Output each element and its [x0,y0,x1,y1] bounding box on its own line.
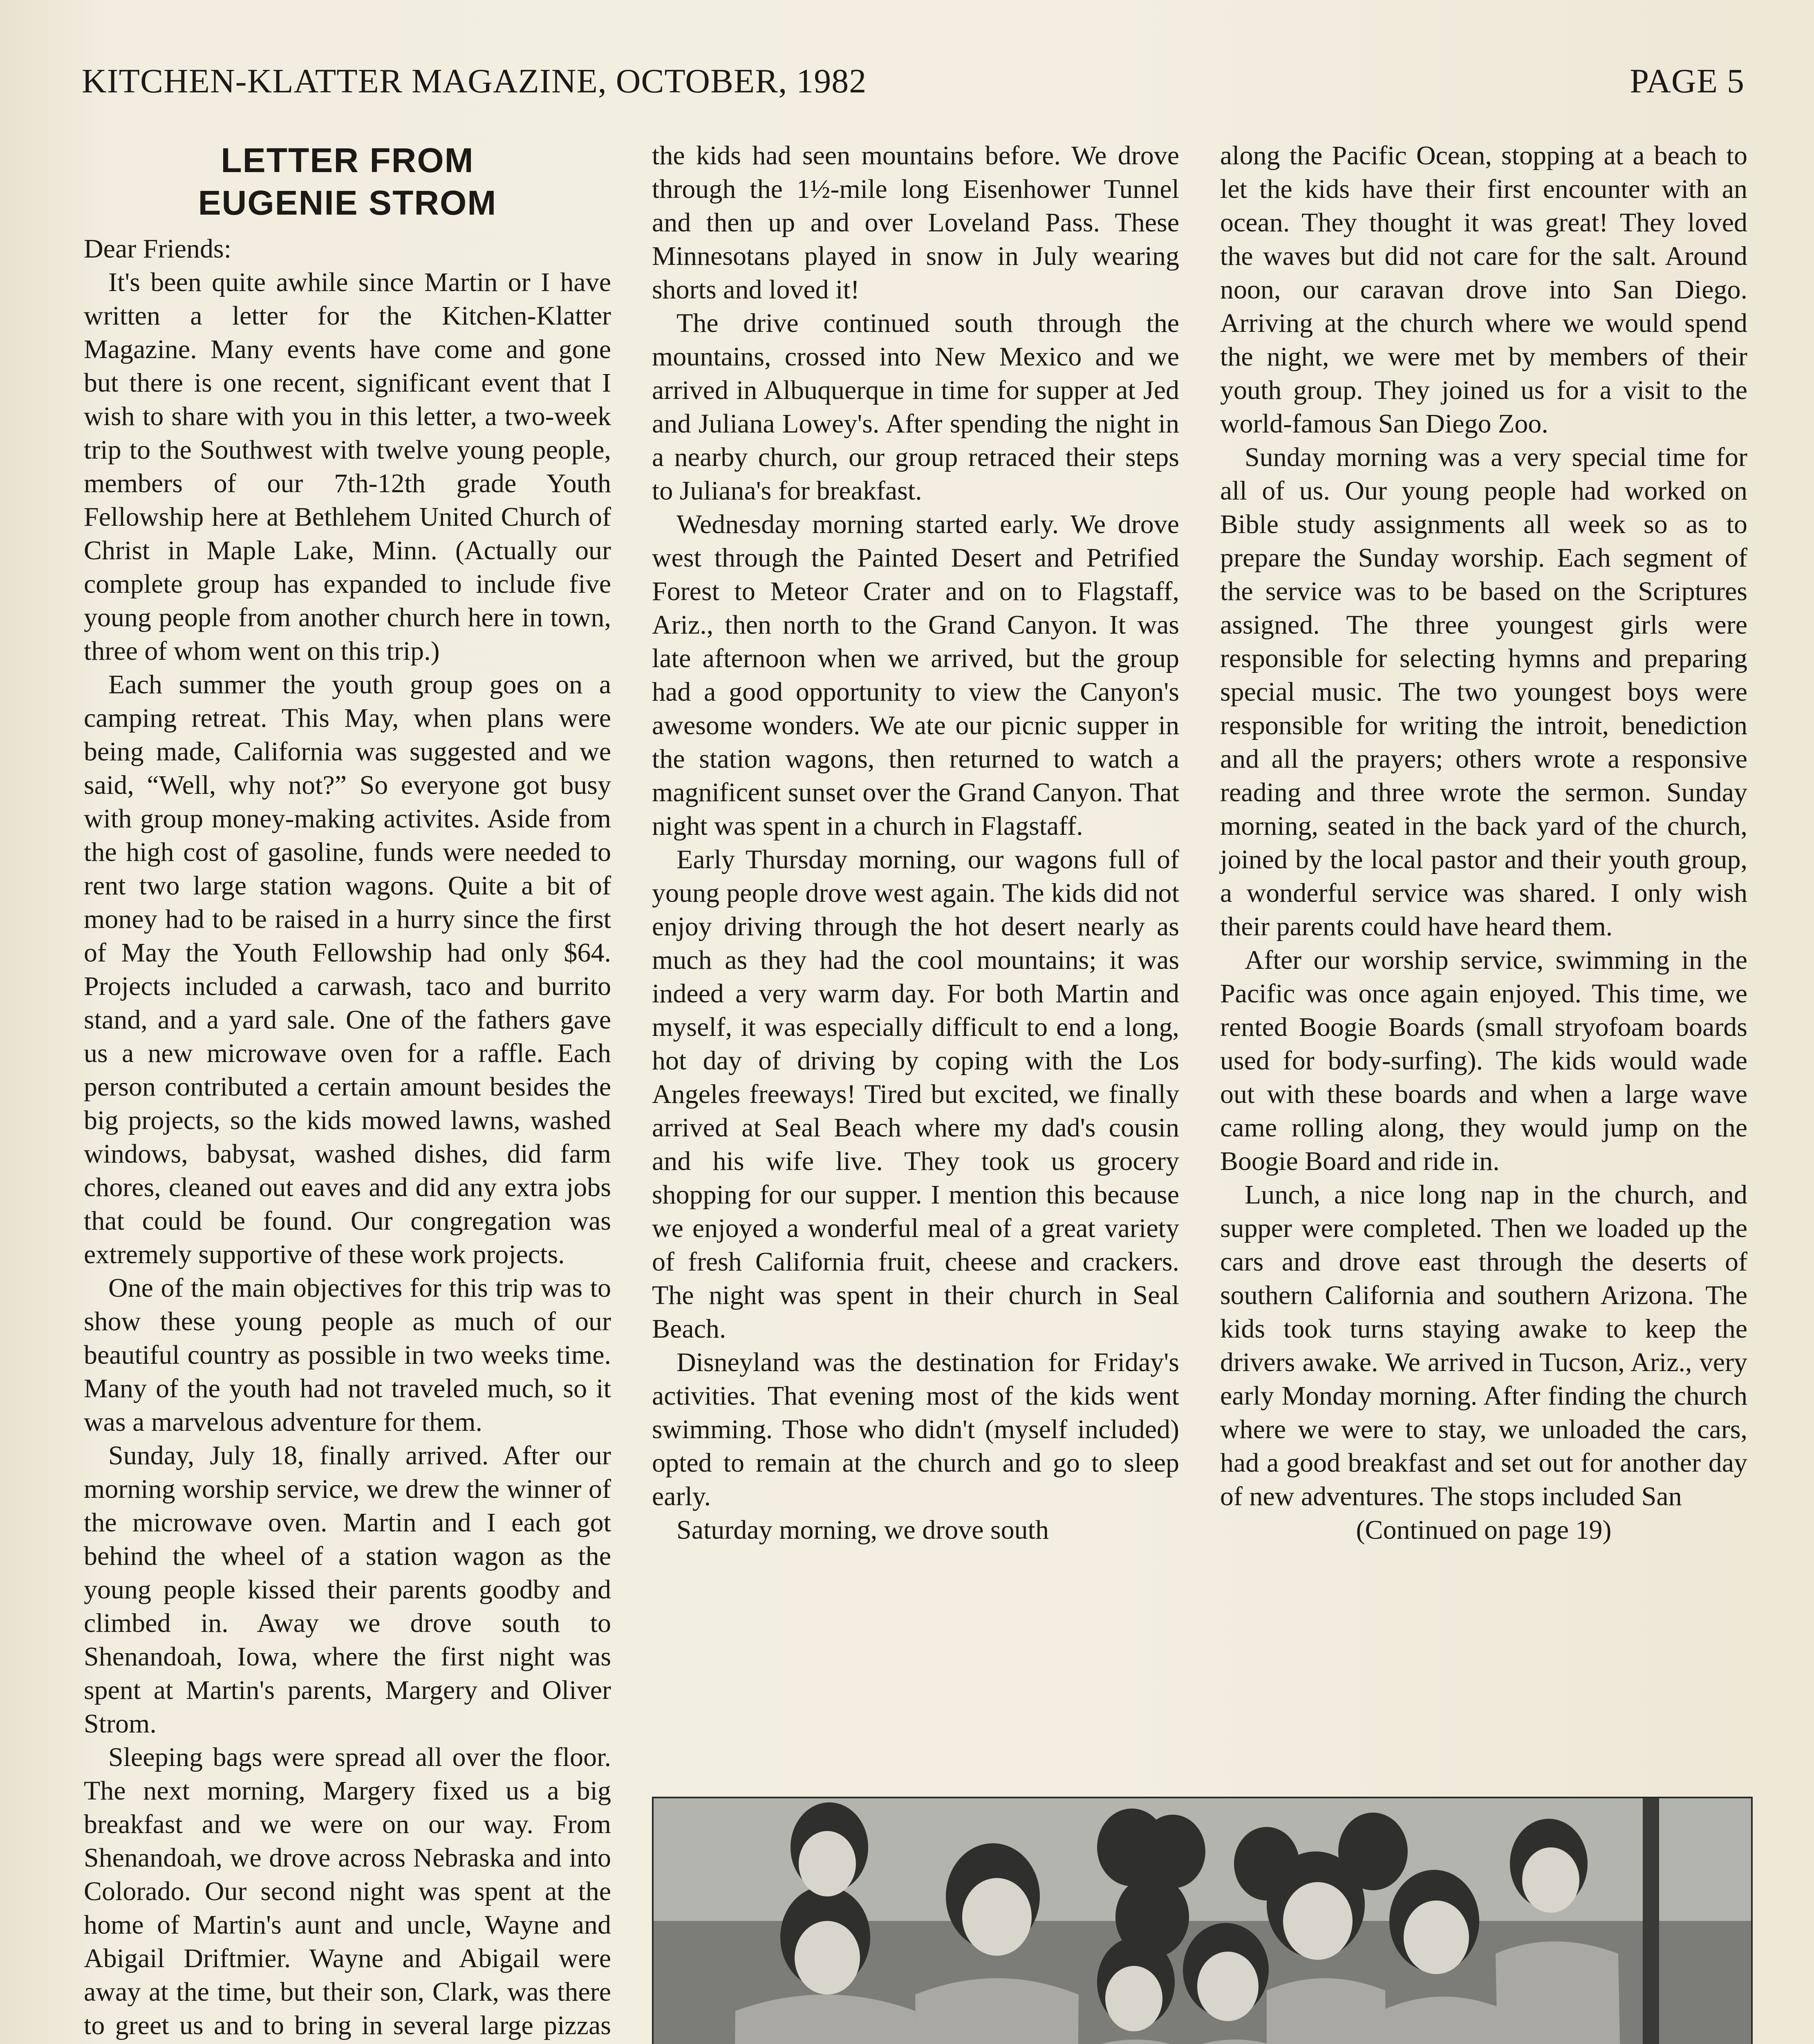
group-photo [652,1797,1753,2044]
paragraph: the kids had seen mountains before. We drove through the 1½-mile long Eisenhower Tunnel and then up and over Loveland Pass. These Minnesotans played in snow in July wearing shorts and loved it! [652,141,1179,305]
paragraph: Lunch, a nice long nap in the church, and supper were completed. Then we loaded up the cars and drove east through the deserts of southern California and southern Arizona. The kids took turns staying awake to keep the drivers awake. We arrived in Tucson, Ariz., very early Monday morning. After finding the church where we were to stay, we unloaded the cars, had a good breakfast and set out for another day of new adventures. The stops included San [1220,1180,1747,1511]
group-photo-illustration [654,1798,1751,2044]
column-2 [652,139,1179,1547]
paragraph: The drive continued south through the mountains, crossed into New Mexico and we arrived in Albuquerque in time for supper at Jed and Juliana Lowey's. After spending the night in a nearby church, our group retraced their steps to Juliana's for breakfast. [652,308,1179,506]
paragraph: It's been quite awhile since Martin or I have written a letter for the Kitchen-Klatter Magazine. Many events have come and gone but there is one recent, significant event that I wish to share with you in this letter, a two-week trip to the Southwest with twelve young people, members of our 7th-12th grade Youth Fellowship here at Bethlehem United Church of Christ in Maple Lake, Minn. (Actually our complete group has expanded to include five young people from another church here in town, three of whom went on this trip.) [84,267,611,666]
paragraph: Disneyland was the destination for Friday's activities. That evening most of the kids went swimming. Those who didn't (myself included) opted to remain at the church and go to sleep early. [652,1347,1179,1511]
photo-pole [1643,1798,1659,2044]
column-3 [1220,139,1747,1547]
title-line-2: EUGENIE STROM [198,184,497,222]
publication-line: KITCHEN-KLATTER MAGAZINE, OCTOBER, 1982 [82,62,867,100]
paragraph: Early Thursday morning, our wagons full of young people drove west again. The kids did not enjoy driving through the hot desert nearly as much as they had the cool mountains; it was indeed a very warm day. For both Martin and myself, it was especially difficult to end a long, hot day of driving by coping with the Los Angeles freeways! Tired but excited, we finally arrived at Seal Beach where my dad's cousin and his wife live. They took us grocery shopping for our supper. I mention this because we enjoyed a wonderful meal of a great variety of fresh California fruit, cheese and crackers. The night was spent in their church in Seal Beach. [652,845,1179,1344]
salutation: Dear Friends: [84,234,232,264]
paragraph: along the Pacific Ocean, stopping at a beach to let the kids have their first encounter with an ocean. They thought it was great! They loved the waves but did not care for the salt. Around noon, our caravan drove into San Diego. Arriving at the church where we would spend the night, we were met by members of their youth group. They joined us for a visit to the world-famous San Diego Zoo. [1220,141,1747,439]
paragraph: Saturday morning, we drove south [676,1515,1049,1545]
page-number: PAGE 5 [1630,62,1745,100]
paragraph: Sleeping bags were spread all over the floor. The next morning, Margery fixed us a big breakfast and we were on our way. From Shenandoah, we drove across Nebraska and into Colorado. Our second night was spent at the home of Martin's aunt and uncle, Wayne and Abigail Driftmier. Wayne and Abigail were away at the time, but their son, Clark, was there to greet us and to bring in several large pizzas [84,1742,611,2040]
column-1 [84,139,611,2044]
paragraph: Sunday, July 18, finally arrived. After our morning worship service, we drew the winner of the microwave oven. Martin and I each got behind the wheel of a station wagon as the young people kissed their parents goodby and climbed in. Away we drove south to Shenandoah, Iowa, where the first night was spent at Martin's parents, Margery and Oliver Strom. [84,1441,611,1739]
paragraph: Wednesday morning started early. We drove west through the Painted Desert and Petrified Forest to Meteor Crater and on to Flagstaff, Ariz., then north to the Grand Canyon. It was late afternoon when we arrived, but the group had a good opportunity to view the Canyon's awesome wonders. We ate our picnic supper in the station wagons, then returned to watch a magnificent sunset over the Grand Canyon. That night was spent in a church in Flagstaff. [652,509,1179,841]
title-line-1: LETTER FROM [221,141,474,179]
paragraph: Sunday morning was a very special time for all of us. Our young people had worked on Bible study assignments all week so as to prepare the Sunday worship. Each segment of the service was to be based on the Scriptures assigned. The three youngest girls were responsible for selecting hymns and preparing special music. The two youngest boys were responsible for writing the introit, benediction and all the prayers; others wrote a responsive reading and three wrote the sermon. Sunday morning, seated in the back yard of the church, joined by the local pastor and their youth group, a wonderful service was shared. I only wish their parents could have heard them. [1220,442,1747,941]
paragraph: One of the main objectives for this trip was to show these young people as much of our beautiful country as possible in two weeks time. Many of the youth had not traveled much, so it was a marvelous adventure for them. [84,1273,611,1437]
paragraph: After our worship service, swimming in the Pacific was once again enjoyed. This time, we rented Boogie Boards (small stryofoam boards used for body-surfing). The kids would wade out with these boards and when a large wave came rolling along, they would jump on the Boogie Board and ride in. [1220,945,1747,1176]
article-title [84,139,611,224]
paragraph: Each summer the youth group goes on a camping retreat. This May, when plans were being made, California was suggested and we said, “Well, why not?” So everyone got busy with group money-making activites. Aside from the high cost of gasoline, funds were needed to rent two large station wagons. Quite a bit of money had to be raised in a hurry since the first of May the Youth Fellowship had only $64. Projects included a carwash, taco and burrito stand, and a yard sale. One of the fathers gave us a new microwave oven for a raffle. Each person contributed a certain amount besides the big projects, so the kids mowed lawns, washed windows, babysat, washed dishes, did farm chores, cleaned out eaves and did any extra jobs that could be found. Our congregation was extremely supportive of these work projects. [84,670,611,1269]
page-header [82,61,1745,106]
continued-note: (Continued on page 19) [1356,1515,1612,1545]
